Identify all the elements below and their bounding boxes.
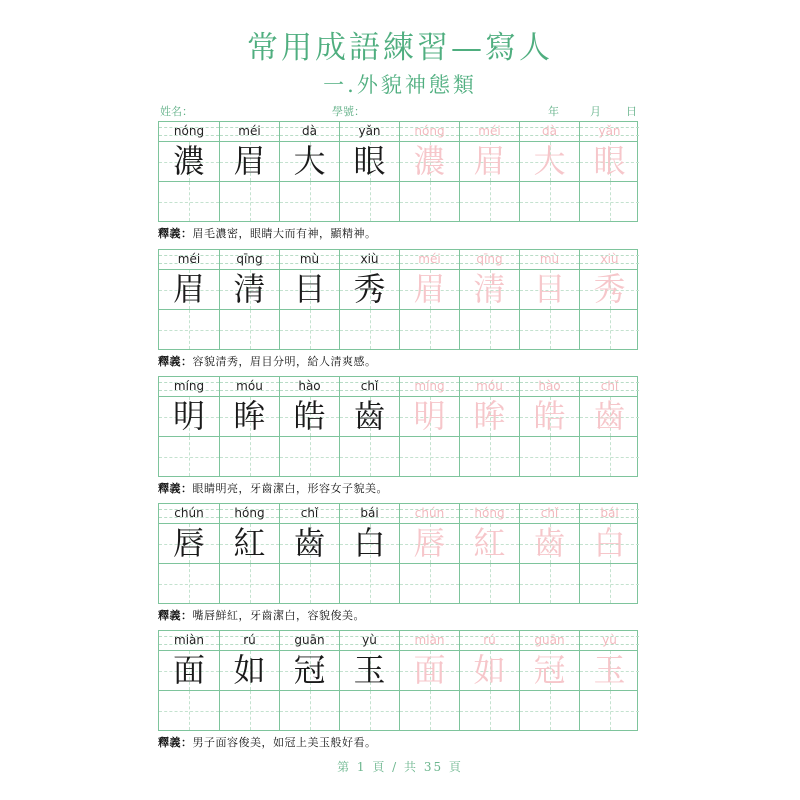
pinyin-cell	[279, 122, 339, 141]
character-cell	[519, 142, 579, 181]
character-cell	[399, 270, 459, 309]
pinyin-row	[159, 631, 637, 650]
meaning-text: 眼睛明亮，牙齒潔白，形容女子貌美。	[192, 482, 388, 495]
blank-writing-cell	[339, 182, 399, 221]
pinyin-row	[159, 377, 637, 396]
blank-writing-cell	[339, 310, 399, 349]
character-row	[159, 269, 637, 309]
character-model: 秀	[353, 270, 386, 308]
pinyin-text: hào	[298, 379, 321, 393]
character-cell	[519, 524, 579, 563]
character-cell	[279, 524, 339, 563]
pinyin-cell	[339, 122, 399, 141]
blank-writing-cell	[579, 182, 639, 221]
pinyin-trace: chǐ	[600, 379, 619, 393]
character-row	[159, 650, 637, 690]
blank-writing-cell	[279, 310, 339, 349]
character-trace: 大	[533, 142, 566, 180]
blank-writing-cell	[579, 437, 639, 476]
character-cell	[579, 524, 639, 563]
pinyin-cell	[159, 631, 219, 650]
blank-writing-cell	[459, 564, 519, 603]
blank-writing-cell	[519, 691, 579, 730]
pinyin-cell	[159, 122, 219, 141]
blank-writing-cell	[519, 564, 579, 603]
character-cell	[579, 270, 639, 309]
blank-writing-cell	[159, 310, 219, 349]
character-cell	[399, 142, 459, 181]
pinyin-cell	[399, 250, 459, 269]
writing-grid	[158, 503, 638, 604]
character-model: 目	[293, 270, 326, 308]
pinyin-trace: méi	[418, 252, 441, 266]
blank-writing-cell	[519, 182, 579, 221]
character-cell	[459, 397, 519, 436]
pinyin-row	[159, 122, 637, 141]
pinyin-cell	[519, 122, 579, 141]
character-model: 紅	[233, 524, 266, 562]
character-row	[159, 141, 637, 181]
pinyin-cell	[159, 250, 219, 269]
character-trace: 唇	[413, 524, 446, 562]
pinyin-trace: chǐ	[540, 506, 559, 520]
pinyin-text: méi	[238, 124, 261, 138]
character-model: 濃	[172, 142, 205, 180]
pinyin-trace: míng	[414, 379, 445, 393]
character-cell	[159, 524, 219, 563]
character-model: 面	[172, 651, 205, 689]
character-cell	[459, 270, 519, 309]
section-subtitle: 一.外貌神態類	[323, 73, 477, 97]
pinyin-text: dà	[302, 124, 317, 138]
character-cell	[339, 651, 399, 690]
blank-writing-cell	[339, 691, 399, 730]
character-row	[159, 523, 637, 563]
character-model: 玉	[353, 651, 386, 689]
blank-writing-cell	[399, 437, 459, 476]
idiom-meaning	[158, 608, 638, 624]
meaning-label: 釋義：	[158, 482, 193, 495]
character-cell	[219, 651, 279, 690]
blank-writing-cell	[519, 437, 579, 476]
character-cell	[279, 397, 339, 436]
blank-writing-cell	[399, 310, 459, 349]
blank-practice-row	[159, 436, 637, 476]
idiom-practice-section	[158, 630, 638, 751]
blank-writing-cell	[219, 310, 279, 349]
pinyin-text: rú	[243, 633, 256, 647]
pinyin-cell	[159, 377, 219, 396]
page-title: 常用成語練習—寫人	[247, 30, 553, 66]
character-cell	[399, 524, 459, 563]
blank-writing-cell	[219, 564, 279, 603]
character-cell	[519, 651, 579, 690]
character-trace: 白	[593, 524, 626, 562]
blank-writing-cell	[219, 437, 279, 476]
pinyin-cell	[399, 377, 459, 396]
pinyin-text: mù	[299, 252, 320, 266]
character-model: 冠	[293, 651, 326, 689]
character-model: 眉	[233, 142, 266, 180]
character-model: 大	[293, 142, 326, 180]
blank-writing-cell	[279, 437, 339, 476]
pinyin-cell	[519, 504, 579, 523]
pinyin-text: móu	[236, 379, 263, 393]
character-model: 白	[353, 524, 386, 562]
pinyin-text: guān	[294, 633, 325, 647]
pinyin-text: qīng	[236, 252, 263, 266]
character-model: 眉	[172, 270, 205, 308]
name-label: 姓名：	[160, 105, 193, 118]
blank-writing-cell	[459, 182, 519, 221]
character-cell	[159, 397, 219, 436]
blank-practice-row	[159, 563, 637, 603]
character-cell	[219, 142, 279, 181]
meaning-text: 眉毛濃密，眼睛大而有神，顯精神。	[192, 227, 377, 240]
pinyin-cell	[579, 250, 639, 269]
pinyin-text: nóng	[173, 124, 205, 138]
pinyin-trace: bái	[600, 506, 619, 520]
character-trace: 冠	[533, 651, 566, 689]
character-cell	[279, 142, 339, 181]
idiom-practice-section	[158, 376, 638, 497]
pinyin-cell	[219, 504, 279, 523]
pinyin-text: miàn	[174, 633, 204, 647]
character-cell	[459, 651, 519, 690]
pinyin-cell	[279, 504, 339, 523]
day-label: 日	[626, 105, 637, 118]
blank-writing-cell	[399, 691, 459, 730]
pinyin-cell	[279, 377, 339, 396]
pinyin-cell	[399, 122, 459, 141]
idiom-practice-section	[158, 249, 638, 370]
character-cell	[219, 270, 279, 309]
blank-practice-row	[159, 309, 637, 349]
character-cell	[219, 524, 279, 563]
pinyin-cell	[519, 631, 579, 650]
character-trace: 濃	[413, 142, 446, 180]
blank-practice-row	[159, 181, 637, 221]
character-trace: 皓	[533, 397, 566, 435]
character-cell	[519, 397, 579, 436]
character-cell	[519, 270, 579, 309]
pinyin-cell	[459, 250, 519, 269]
idiom-meaning	[158, 735, 638, 751]
idiom-meaning	[158, 354, 638, 370]
character-cell	[159, 651, 219, 690]
character-trace: 目	[533, 270, 566, 308]
character-model: 唇	[172, 524, 205, 562]
pinyin-cell	[339, 504, 399, 523]
character-model: 齒	[293, 524, 326, 562]
blank-writing-cell	[279, 564, 339, 603]
pinyin-text: yǎn	[358, 124, 381, 138]
blank-writing-cell	[399, 182, 459, 221]
meaning-label: 釋義：	[158, 609, 193, 622]
blank-writing-cell	[579, 564, 639, 603]
pinyin-cell	[579, 122, 639, 141]
pinyin-cell	[399, 504, 459, 523]
character-trace: 如	[473, 651, 506, 689]
blank-writing-cell	[159, 182, 219, 221]
pinyin-text: míng	[173, 379, 205, 393]
blank-writing-cell	[279, 182, 339, 221]
pinyin-cell	[219, 631, 279, 650]
character-cell	[579, 142, 639, 181]
meaning-text: 容貌清秀，眉目分明，給人清爽感。	[192, 355, 377, 368]
pinyin-cell	[579, 504, 639, 523]
character-model: 眸	[233, 397, 266, 435]
character-trace: 眼	[593, 142, 626, 180]
blank-writing-cell	[159, 691, 219, 730]
character-trace: 齒	[533, 524, 566, 562]
blank-writing-cell	[279, 691, 339, 730]
character-trace: 面	[413, 651, 446, 689]
character-row	[159, 396, 637, 436]
pinyin-trace: móu	[476, 379, 503, 393]
character-trace: 明	[413, 397, 446, 435]
blank-writing-cell	[339, 564, 399, 603]
pinyin-text: yù	[362, 633, 377, 647]
character-cell	[219, 397, 279, 436]
character-cell	[159, 142, 219, 181]
pinyin-trace: méi	[478, 124, 501, 138]
character-cell	[339, 142, 399, 181]
character-trace: 清	[473, 270, 506, 308]
character-trace: 眸	[473, 397, 506, 435]
pinyin-text: bái	[360, 506, 379, 520]
pinyin-trace: guān	[534, 633, 565, 647]
character-model: 清	[233, 270, 266, 308]
pinyin-text: chǐ	[360, 379, 379, 393]
pinyin-trace: xiù	[600, 252, 619, 266]
character-cell	[339, 524, 399, 563]
pinyin-trace: hóng	[474, 506, 505, 520]
character-cell	[339, 397, 399, 436]
pinyin-trace: qīng	[476, 252, 503, 266]
pinyin-cell	[579, 377, 639, 396]
pinyin-cell	[459, 377, 519, 396]
idiom-meaning	[158, 481, 638, 497]
character-cell	[339, 270, 399, 309]
pinyin-cell	[219, 122, 279, 141]
pinyin-text: chǐ	[300, 506, 319, 520]
blank-writing-cell	[579, 310, 639, 349]
pinyin-cell	[339, 250, 399, 269]
year-label: 年	[548, 105, 559, 118]
character-cell	[579, 397, 639, 436]
pinyin-trace: chún	[414, 506, 445, 520]
meaning-label: 釋義：	[158, 227, 193, 240]
pinyin-text: xiù	[360, 252, 379, 266]
idiom-practice-section	[158, 503, 638, 624]
blank-writing-cell	[159, 564, 219, 603]
student-info-row	[160, 104, 638, 120]
blank-practice-row	[159, 690, 637, 730]
blank-writing-cell	[579, 691, 639, 730]
student-id-label: 學號：	[332, 105, 365, 118]
character-cell	[279, 651, 339, 690]
character-cell	[459, 524, 519, 563]
pinyin-cell	[519, 250, 579, 269]
page-number: 第 1 頁 / 共 35 頁	[337, 760, 463, 774]
character-model: 皓	[293, 397, 326, 435]
pinyin-cell	[279, 250, 339, 269]
blank-writing-cell	[159, 437, 219, 476]
pinyin-trace: mù	[539, 252, 560, 266]
character-trace: 眉	[413, 270, 446, 308]
pinyin-cell	[579, 631, 639, 650]
pinyin-cell	[159, 504, 219, 523]
writing-grid	[158, 249, 638, 350]
writing-grid	[158, 630, 638, 731]
meaning-text: 男子面容俊美，如冠上美玉般好看。	[192, 736, 377, 749]
pinyin-trace: dà	[542, 124, 557, 138]
pinyin-trace: hào	[538, 379, 561, 393]
pinyin-row	[159, 504, 637, 523]
blank-writing-cell	[519, 310, 579, 349]
character-cell	[399, 397, 459, 436]
character-model: 如	[233, 651, 266, 689]
character-trace: 秀	[593, 270, 626, 308]
pinyin-trace: nóng	[414, 124, 445, 138]
pinyin-text: méi	[177, 252, 201, 266]
pinyin-cell	[219, 250, 279, 269]
pinyin-cell	[459, 631, 519, 650]
pinyin-text: chún	[174, 506, 204, 520]
character-cell	[459, 142, 519, 181]
blank-writing-cell	[459, 691, 519, 730]
blank-writing-cell	[459, 310, 519, 349]
idiom-practice-section	[158, 121, 638, 242]
idiom-meaning	[158, 226, 638, 242]
pinyin-text: hóng	[234, 506, 265, 520]
blank-writing-cell	[399, 564, 459, 603]
pinyin-cell	[279, 631, 339, 650]
pinyin-trace: yù	[602, 633, 617, 647]
blank-writing-cell	[219, 691, 279, 730]
pinyin-cell	[519, 377, 579, 396]
character-cell	[279, 270, 339, 309]
character-trace: 眉	[473, 142, 506, 180]
character-model: 眼	[353, 142, 386, 180]
pinyin-cell	[339, 631, 399, 650]
character-trace: 紅	[473, 524, 506, 562]
meaning-label: 釋義：	[158, 736, 193, 749]
blank-writing-cell	[459, 437, 519, 476]
pinyin-cell	[339, 377, 399, 396]
blank-writing-cell	[219, 182, 279, 221]
character-trace: 齒	[593, 397, 626, 435]
pinyin-trace: miàn	[414, 633, 445, 647]
character-model: 齒	[353, 397, 386, 435]
meaning-label: 釋義：	[158, 355, 193, 368]
meaning-text: 嘴唇鮮紅，牙齒潔白，容貌俊美。	[192, 609, 365, 622]
character-trace: 玉	[593, 651, 626, 689]
writing-grid	[158, 121, 638, 222]
character-cell	[399, 651, 459, 690]
writing-grid	[158, 376, 638, 477]
blank-writing-cell	[339, 437, 399, 476]
pinyin-row	[159, 250, 637, 269]
pinyin-trace: rú	[483, 633, 496, 647]
pinyin-cell	[219, 377, 279, 396]
pinyin-trace: yǎn	[598, 124, 621, 138]
pinyin-cell	[459, 122, 519, 141]
pinyin-cell	[459, 504, 519, 523]
character-cell	[159, 270, 219, 309]
month-label: 月	[590, 105, 601, 118]
character-cell	[579, 651, 639, 690]
pinyin-cell	[399, 631, 459, 650]
character-model: 明	[172, 397, 205, 435]
